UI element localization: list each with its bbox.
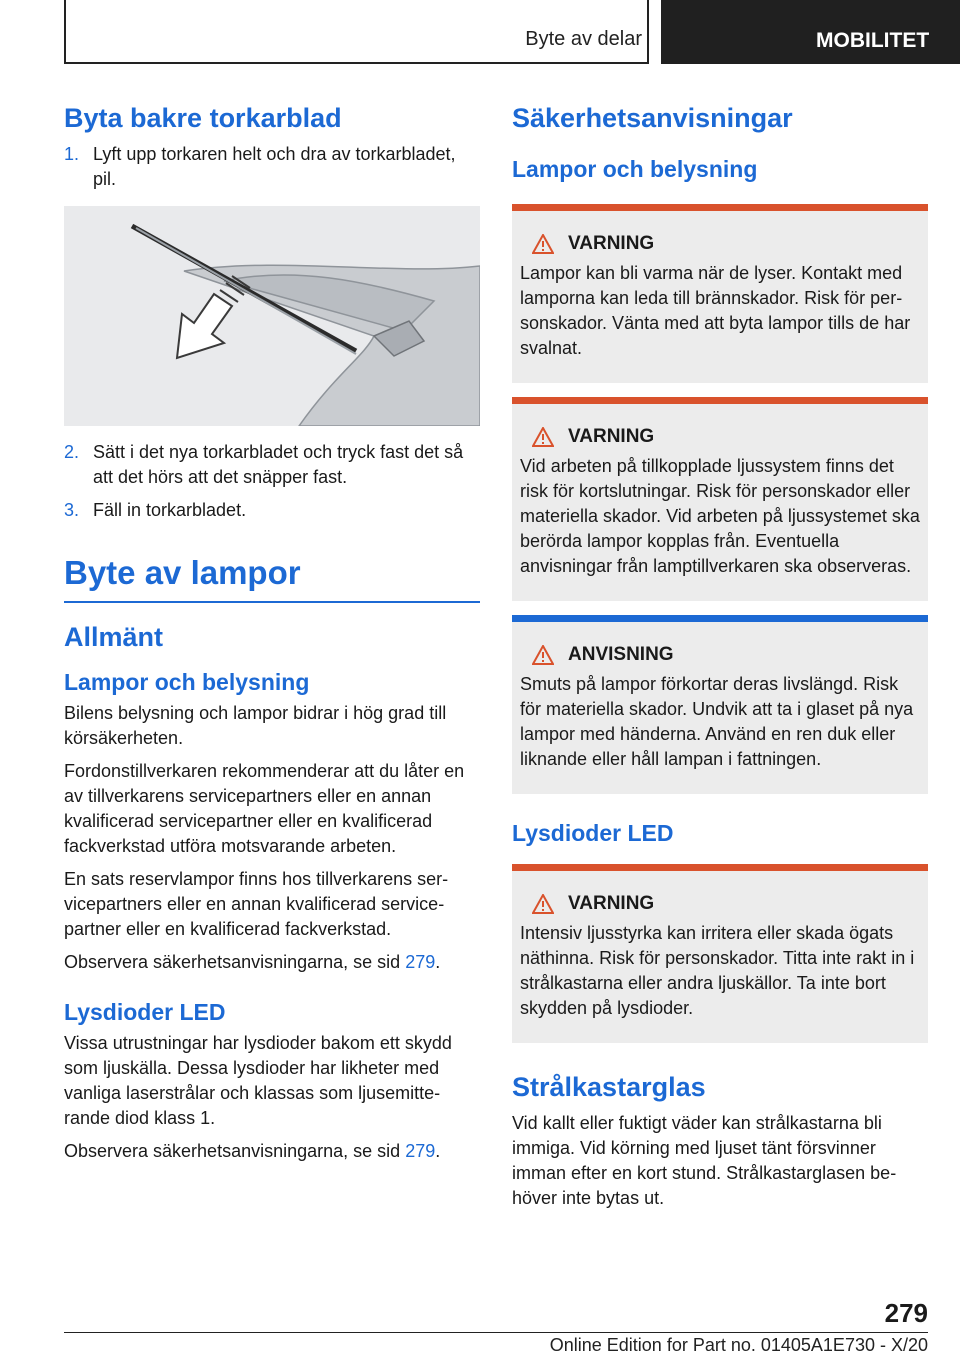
observe-paragraph-2 <box>64 1139 480 1164</box>
warning-label: VARNING <box>568 893 655 914</box>
wiper-title: Byta bakre torkarblad <box>64 103 342 133</box>
page-link[interactable]: 279 <box>405 1141 436 1161</box>
step-number: 2. <box>64 442 80 462</box>
notice-label: ANVISNING <box>568 644 674 665</box>
chapter-title: Byte av lampor <box>64 551 480 603</box>
warning-text: Intensiv ljusstyrka kan irritera eller skada ögats näthinna. Risk för personskador. Titta inte rakt in i strålkastarna eller andra ljuskällor. Ta inte bort skydden på lysdioder. <box>520 923 915 1018</box>
warning-triangle-icon <box>532 234 554 254</box>
warning-heading <box>520 233 920 255</box>
step-number: 1. <box>64 144 80 164</box>
observe-paragraph <box>64 950 480 975</box>
warning-box <box>512 204 928 383</box>
warning-text: Vid arbeten på tillkopplade ljussystem finns det risk för kortslutningar. Risk för personskador eller materiella skador. Vid arbeten på ljussystemet ska berörda lampor kopplas från. Eventuella anvisningar från lamptillverkaren ska observeras. <box>520 456 920 576</box>
led-title-right: Lysdioder LED <box>512 820 674 846</box>
notice-box <box>512 615 928 794</box>
header-chapter-tab: MOBILITET <box>661 0 960 64</box>
page-link[interactable]: 279 <box>405 952 436 972</box>
glass-title: Strålkastarglas <box>512 1072 706 1102</box>
step-2 <box>64 440 480 490</box>
warning-triangle-icon <box>532 427 554 447</box>
warning-heading <box>520 893 920 915</box>
notice-text: Smuts på lampor förkortar deras livslängd. Risk för materiella skador. Undvik att ta i glaset på nya lampor med händerna. Använd en ren duk eller liknande eller håll lampan i fattningen. <box>520 674 914 769</box>
warning-triangle-icon <box>532 894 554 914</box>
warning-box <box>512 864 928 1043</box>
notice-triangle-icon <box>532 645 554 665</box>
wiper-illustration <box>64 206 480 426</box>
footer-divider <box>64 1332 928 1333</box>
step-number: 3. <box>64 500 80 520</box>
header-section-title: Byte av delar <box>525 28 642 50</box>
warning-label: VARNING <box>568 233 655 254</box>
step-text: Sätt i det nya torkarbladet och tryck fast det så att det hörs att det snäpper fast. <box>93 442 464 487</box>
left-column <box>64 100 480 1172</box>
lamps-paragraph-1: Bilens belysning och lampor bidrar i hög grad till körsäkerheten. <box>64 703 447 748</box>
right-column <box>512 100 928 1219</box>
notice-heading <box>520 644 920 666</box>
page-number: 279 <box>884 1298 928 1328</box>
led-paragraph: Vissa utrustningar har lysdioder bakom ett skydd som ljuskälla. Dessa lysdioder har likheter med vanliga laserstrålar och klassas som ljusemitterande diod klass 1. <box>64 1033 452 1128</box>
observe-suffix: . <box>435 952 441 972</box>
general-title: Allmänt <box>64 622 164 652</box>
warning-label: VARNING <box>568 426 655 447</box>
observe-suffix: . <box>435 1141 441 1161</box>
step-3 <box>64 498 480 523</box>
lamps-title: Lampor och belysning <box>64 669 310 695</box>
observe-text: Observera säkerhetsanvisningarna, se sid <box>64 1141 406 1161</box>
step-text: Fäll in torkarbladet. <box>93 500 247 520</box>
edition-text: Online Edition for Part no. 01405A1E730 - X/20 <box>549 1335 928 1355</box>
warning-box <box>512 397 928 601</box>
observe-text: Observera säkerhetsanvisningarna, se sid <box>64 952 406 972</box>
step-1 <box>64 142 480 192</box>
step-text: Lyft upp torkaren helt och dra av torkarbladet, pil. <box>93 144 456 189</box>
warning-text: Lampor kan bli varma när de lyser. Kontakt med lamporna kan leda till brännskador. Risk för personskador. Vänta med att byta lampor tills de har svalnat. <box>520 263 911 358</box>
wiper-illustration-svg <box>64 206 480 426</box>
lamps-paragraph-3: En sats reservlampor finns hos tillverkarens servicepartners eller en annan kvalificerad servicepartner eller en kvalificerad fackverkstad. <box>64 869 449 939</box>
glass-paragraph: Vid kallt eller fuktigt väder kan strålkastarna bli immiga. Vid körning med ljuset tänt försvinner imman efter en kort stund. Strålkastarglasen behöver inte bytas ut. <box>512 1113 897 1208</box>
lamps-paragraph-2: Fordonstillverkaren rekommenderar att du låter en av tillverkarens servicepartners eller en annan kvalificerad servicepartner eller en kvalificerad fackverkstad utföra motsvarande arbeten. <box>64 761 465 856</box>
safety-title: Säkerhetsanvisningar <box>512 103 793 133</box>
led-title: Lysdioder LED <box>64 999 226 1025</box>
lamps-title-right: Lampor och belysning <box>512 156 758 182</box>
warning-heading <box>520 426 920 448</box>
